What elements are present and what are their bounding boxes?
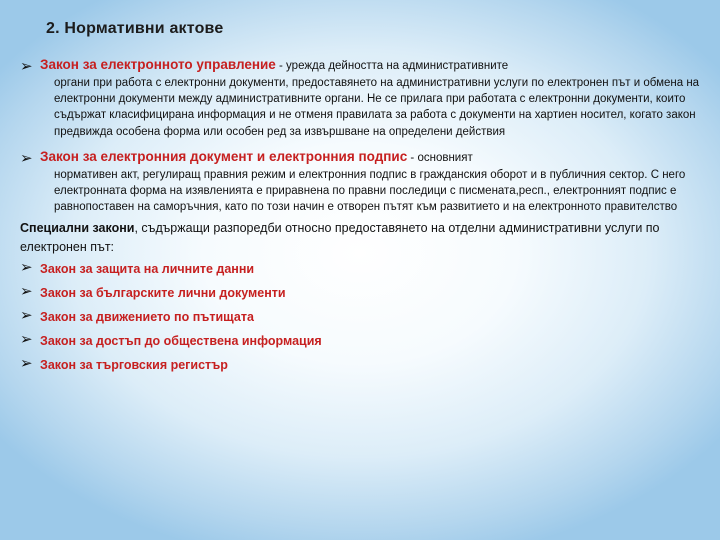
special-law-item	[20, 333, 700, 349]
special-law-item	[20, 285, 700, 301]
law-intro: - урежда дейността на административните	[275, 60, 509, 72]
special-law-item	[20, 261, 700, 277]
law-lead	[40, 56, 700, 75]
arrow-bullet-icon: ➢	[20, 259, 33, 277]
special-law-name: Закон за защита на личните данни	[40, 262, 255, 277]
special-law-item	[20, 357, 700, 373]
law-item	[20, 148, 700, 216]
arrow-bullet-icon: ➢	[20, 307, 33, 325]
arrow-bullet-icon: ➢	[20, 58, 33, 75]
law-name: Закон за електронното управление	[40, 57, 276, 72]
law-lead	[40, 148, 700, 167]
law-description: нормативен акт, регулиращ правния режим и електронния подпис в гражданския оборот и в публичния сектор. С него електронната форма на изявленията е приравнена по правни последици с писмената,респ., електронният подпис е равнопоставен на саморъчния, като по този начин е отворен пътят към развитието и на електронното правителство	[54, 168, 686, 214]
law-description: органи при работа с електронни документи, предоставянето на административни услуги по електронен път и обмена на електронни документи между административните органи. Не се прилага при работата с електронни документи, които съдържат класифицирана информация и не отменя правилата за работа с документи на хартиен носител, когато закон предвижда особена форма или особен ред за извършване на определени действия	[54, 77, 700, 138]
special-laws-text: , съдържащи разпоредби относно предоставянето на отделни административни услуги по електронен път:	[20, 221, 660, 255]
special-laws-label: Специални закони	[20, 221, 135, 236]
arrow-bullet-icon: ➢	[20, 331, 33, 349]
special-law-name: Закон за търговския регистър	[40, 358, 228, 373]
arrow-bullet-icon: ➢	[20, 355, 33, 373]
law-intro: - основният	[407, 151, 473, 164]
special-law-name: Закон за движението по пътищата	[40, 310, 254, 325]
special-law-item	[20, 309, 700, 325]
law-name: Закон за електронния документ и електронния подпис	[40, 148, 408, 164]
special-law-name: Закон за достъп до обществена информация	[40, 334, 322, 349]
special-law-name: Закон за българските лични документи	[40, 286, 286, 301]
slide-content	[20, 56, 700, 381]
arrow-bullet-icon: ➢	[20, 149, 33, 167]
law-item	[20, 56, 700, 140]
slide-title: 2. Нормативни актове	[46, 20, 224, 37]
arrow-bullet-icon: ➢	[20, 283, 33, 301]
special-laws-intro	[20, 219, 700, 257]
